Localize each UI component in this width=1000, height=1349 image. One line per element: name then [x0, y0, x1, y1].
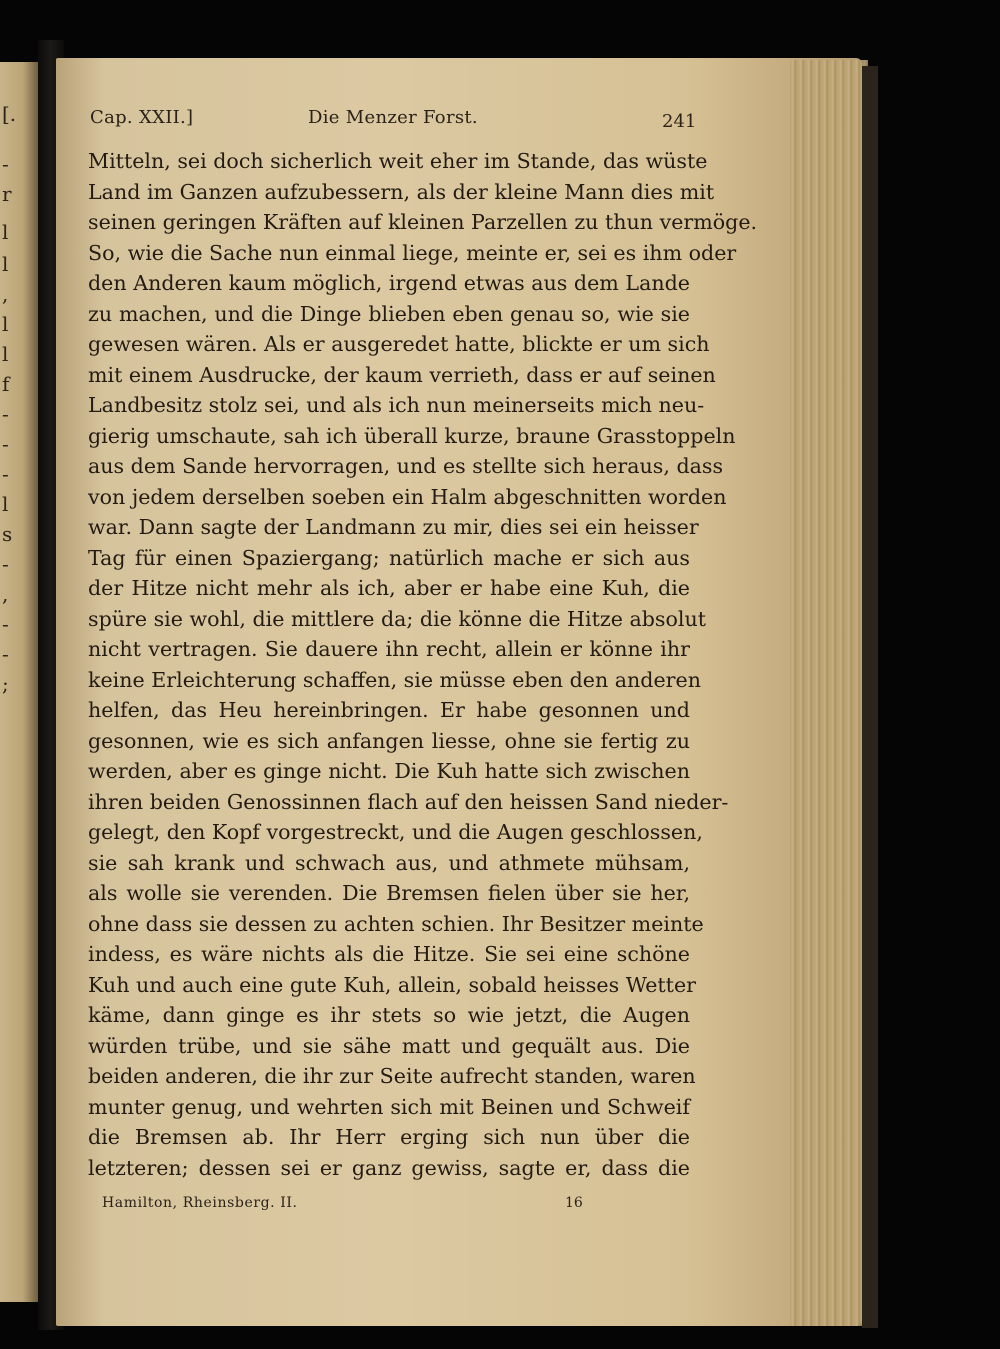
- text-line: Kuh und auch eine gute Kuh, allein, sobald heisses Wetter: [88, 972, 696, 997]
- text-line: gierig umschaute, sah ich überall kurze, braune Grasstoppeln: [88, 423, 736, 448]
- left-page-char: ,: [2, 282, 9, 306]
- footer-signature: Hamilton, Rheinsberg. II.: [102, 1195, 298, 1211]
- page-footer: [102, 1195, 602, 1217]
- running-header: [90, 103, 697, 135]
- text-line: nicht vertragen. Sie dauere ihn recht, allein er könne ihr: [88, 637, 690, 661]
- left-page-char: f: [2, 372, 10, 396]
- left-page-char: -: [2, 462, 9, 486]
- text-line: zu machen, und die Dinge blieben eben genau so, wie sie: [88, 301, 690, 326]
- text-line: würden trübe, und sie sähe matt und gequält aus. Die: [88, 1033, 690, 1058]
- text-line: Land im Ganzen aufzubessern, als der kleine Mann dies mit: [88, 179, 715, 204]
- left-page-char: r: [2, 182, 12, 206]
- text-line: gesonnen, wie es sich anfangen liesse, ohne sie fertig zu: [88, 728, 690, 753]
- text-line: Landbesitz stolz sei, und als ich nun meinerseits mich neu-: [88, 393, 705, 417]
- text-line: beiden anderen, die ihr zur Seite aufrecht standen, waren: [88, 1064, 696, 1088]
- text-line: werden, aber es ginge nicht. Die Kuh hatte sich zwischen: [88, 759, 690, 783]
- chapter-label: Cap. XXII.]: [90, 107, 194, 128]
- left-page-char: s: [2, 522, 13, 546]
- text-line: gelegt, den Kopf vorgestreckt, und die Augen geschlossen,: [88, 820, 703, 844]
- sheet-number: 16: [565, 1195, 583, 1211]
- text-line: munter genug, und wehrten sich mit Beinen und Schweif: [88, 1094, 690, 1119]
- page-number: 241: [662, 111, 697, 132]
- text-line: mit einem Ausdrucke, der kaum verrieth, dass er auf seinen: [88, 362, 716, 387]
- text-line: aus dem Sande hervorragen, und es stellte sich heraus, dass: [88, 454, 724, 478]
- left-page-char: -: [2, 432, 9, 456]
- text-line: Mitteln, sei doch sicherlich weit eher im Stande, das wüste: [88, 149, 708, 173]
- text-line: Tag für einen Spaziergang; natürlich mache er sich aus: [88, 545, 690, 570]
- left-page-char: l: [2, 342, 9, 366]
- text-line: indess, es wäre nichts als die Hitze. Sie sei eine schöne: [88, 942, 690, 966]
- text-line: den Anderen kaum möglich, irgend etwas aus dem Lande: [88, 271, 690, 295]
- left-page-char: -: [2, 402, 9, 426]
- left-page-char: l: [2, 492, 9, 516]
- text-line: von jedem derselben soeben ein Halm abgeschnitten worden: [88, 484, 727, 509]
- left-page-char: -: [2, 552, 9, 576]
- left-page-char: -: [2, 642, 9, 666]
- text-line: der Hitze nicht mehr als ich, aber er habe eine Kuh, die: [88, 576, 690, 600]
- text-line: ihren beiden Genossinnen flach auf den heissen Sand nieder-: [88, 789, 729, 814]
- text-line: die Bremsen ab. Ihr Herr erging sich nun über die: [88, 1125, 690, 1149]
- text-line: gewesen wären. Als er ausgeredet hatte, blickte er um sich: [88, 332, 710, 356]
- left-page-char: [.: [2, 102, 17, 126]
- left-page-char: l: [2, 220, 9, 244]
- text-line: spüre sie wohl, die mittlere da; die könne die Hitze absolut: [88, 606, 707, 631]
- left-page-char: ,: [2, 582, 9, 606]
- text-line: keine Erleichterung schaffen, sie müsse eben den anderen: [88, 667, 701, 692]
- left-page-char: l: [2, 252, 9, 276]
- text-line: als wolle sie verenden. Die Bremsen fielen über sie her,: [88, 881, 690, 905]
- left-page-char: l: [2, 312, 9, 336]
- left-page-char: -: [2, 152, 9, 176]
- left-page-char: ;: [2, 672, 9, 696]
- text-line: helfen, das Heu hereinbringen. Er habe gesonnen und: [88, 698, 690, 722]
- body-text: [88, 146, 758, 1183]
- text-line: seinen geringen Kräften auf kleinen Parzellen zu thun vermöge.: [88, 210, 758, 234]
- text-line: sie sah krank und schwach aus, und athmete mühsam,: [88, 850, 690, 875]
- page-fore-edge: [790, 60, 868, 1326]
- text-line: So, wie die Sache nun einmal liege, meinte er, sei es ihm oder: [88, 240, 737, 265]
- left-page-char: -: [2, 612, 9, 636]
- book-cover-edge: [862, 66, 878, 1328]
- running-title: Die Menzer Forst.: [308, 107, 478, 128]
- text-line: ohne dass sie dessen zu achten schien. Ihr Besitzer meinte: [88, 911, 704, 936]
- text-line: war. Dann sagte der Landmann zu mir, dies sei ein heisser: [88, 515, 699, 539]
- left-facing-page: [0, 62, 38, 1302]
- text-line: käme, dann ginge es ihr stets so wie jetzt, die Augen: [88, 1003, 690, 1027]
- text-line: letzteren; dessen sei er ganz gewiss, sagte er, dass die: [88, 1155, 690, 1180]
